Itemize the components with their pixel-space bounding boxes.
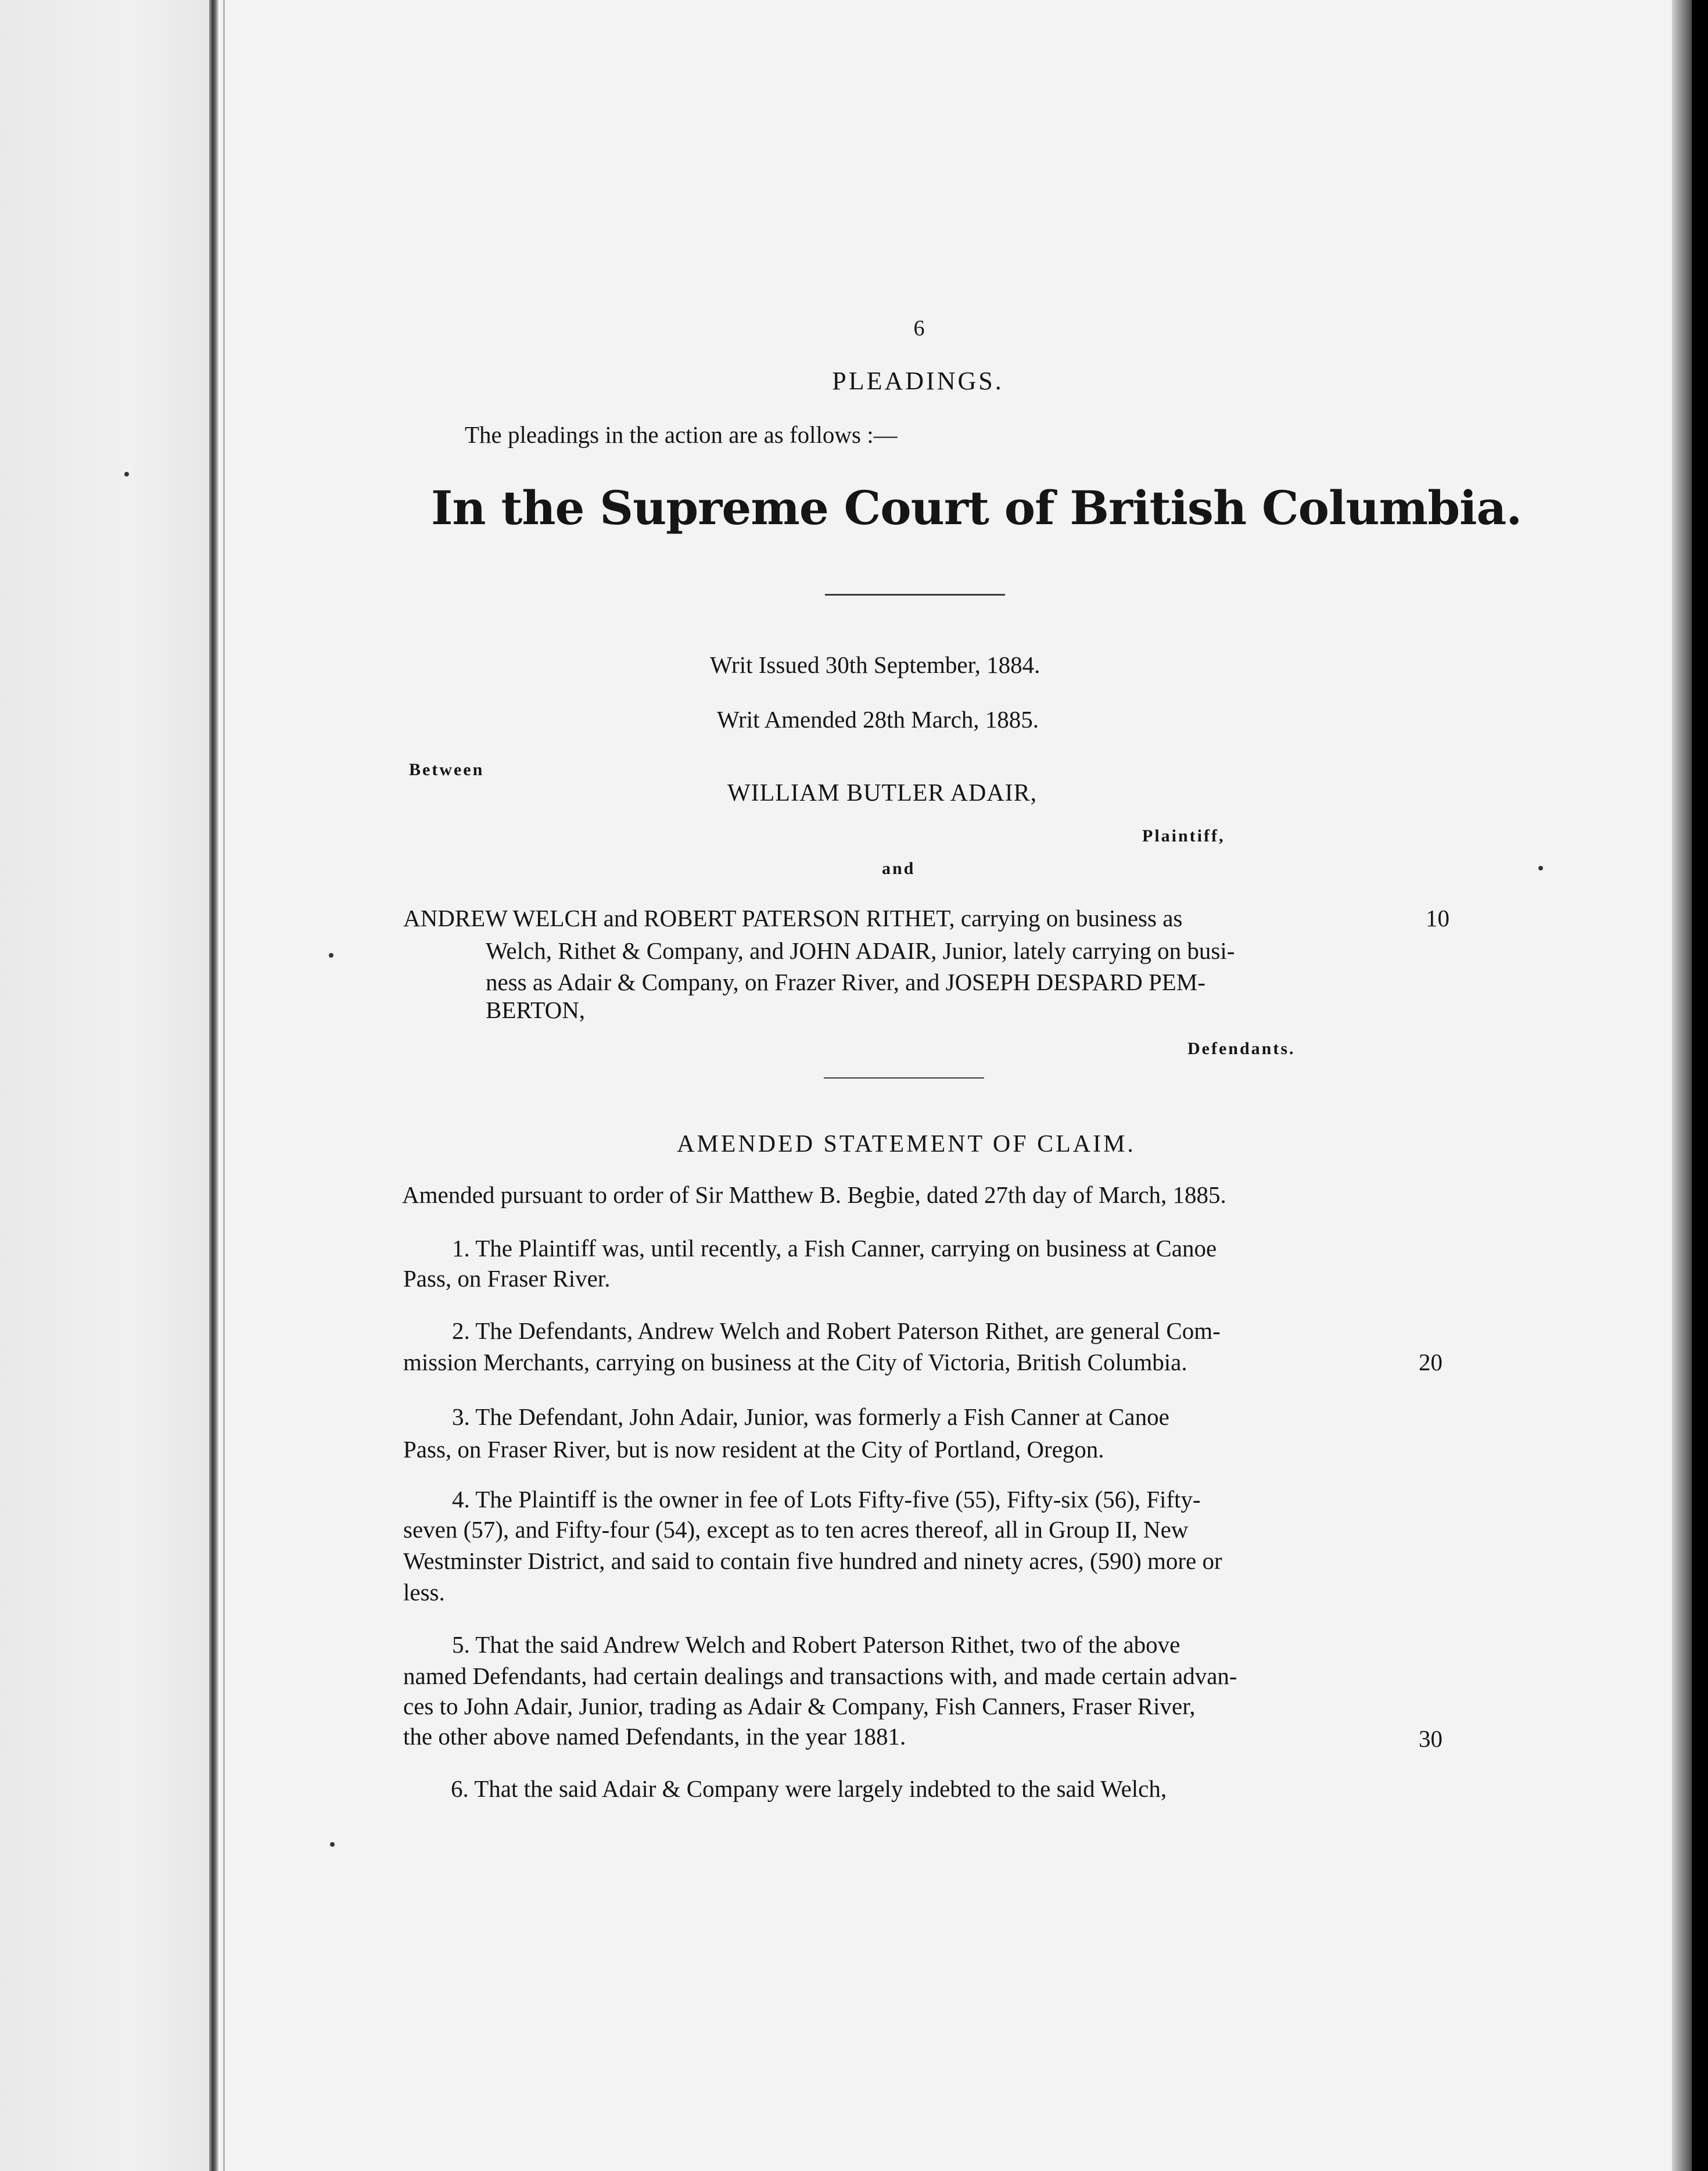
paragraph-line: mission Merchants, carrying on business at the City of Victoria, British Columbia. <box>403 1349 1187 1375</box>
paragraph-line: 3. The Defendant, John Adair, Junior, was formerly a Fish Canner at Canoe <box>452 1403 1169 1430</box>
paragraph-line: 5. That the said Andrew Welch and Robert Paterson Rithet, two of the above <box>452 1631 1180 1658</box>
scan-speck <box>1538 866 1543 870</box>
defendants-line: BERTON, <box>486 997 586 1023</box>
page-number: 6 <box>913 316 925 341</box>
writ-issued: Writ Issued 30th September, 1884. <box>710 651 1040 678</box>
scan-speck <box>330 1842 335 1847</box>
page-edge-line <box>223 0 225 2171</box>
defendants-label: Defendants. <box>1187 1039 1296 1058</box>
paragraph-line: 1. The Plaintiff was, until recently, a Fish Canner, carrying on business at Canoe <box>452 1235 1217 1262</box>
writ-amended: Writ Amended 28th March, 1885. <box>717 706 1039 733</box>
paragraph-line: 2. The Defendants, Andrew Welch and Robert Paterson Rithet, are general Com- <box>452 1317 1221 1344</box>
defendants-line: Welch, Rithet & Company, and JOHN ADAIR, Junior, lately carrying on busi- <box>486 937 1235 964</box>
margin-line-number: 20 <box>1419 1349 1443 1375</box>
margin-line-number: 10 <box>1426 905 1449 932</box>
between-label: Between <box>409 760 485 779</box>
right-page-shadow <box>1672 0 1692 2171</box>
paragraph-line: Westminster District, and said to contain five hundred and ninety acres, (590) more or <box>403 1547 1222 1574</box>
paragraph-line: Pass, on Fraser River. <box>403 1265 611 1292</box>
margin-line-number: 30 <box>1419 1725 1443 1752</box>
statement-heading: AMENDED STATEMENT OF CLAIM. <box>677 1131 1136 1158</box>
paragraph-line: the other above named Defendants, in the year 1881. <box>403 1723 906 1750</box>
binding-shadow <box>209 0 218 2171</box>
paragraph-line: seven (57), and Fifty-four (54), except as to ten acres thereof, all in Group II, New <box>403 1516 1189 1543</box>
intro-text: The pleadings in the action are as follows :— <box>465 421 898 448</box>
paragraph-line: ces to John Adair, Junior, trading as Adair & Company, Fish Canners, Fraser River, <box>403 1693 1196 1719</box>
paragraph-line: named Defendants, had certain dealings and transactions with, and made certain advan- <box>403 1663 1237 1689</box>
scan-speck <box>124 472 129 477</box>
divider-rule <box>825 594 1005 596</box>
scan-speck <box>329 953 333 958</box>
defendants-line: ANDREW WELCH and ROBERT PATERSON RITHET, carrying on business as <box>403 905 1183 932</box>
and-label: and <box>882 859 916 878</box>
scan-border <box>1692 0 1708 2171</box>
left-page-edge <box>0 0 216 2171</box>
paragraph-line: less. <box>403 1579 445 1606</box>
section-heading: PLEADINGS. <box>832 367 1004 395</box>
paragraph-line: Pass, on Fraser River, but is now resident at the City of Portland, Oregon. <box>403 1436 1104 1463</box>
amended-note: Amended pursuant to order of Sir Matthew B. Begbie, dated 27th day of March, 1885. <box>402 1181 1226 1208</box>
plaintiff-label: Plaintiff, <box>1142 826 1225 846</box>
paragraph-line: 4. The Plaintiff is the owner in fee of Lots Fifty-five (55), Fifty-six (56), Fifty- <box>452 1486 1201 1513</box>
plaintiff-name: WILLIAM BUTLER ADAIR, <box>727 780 1038 807</box>
defendants-line: ness as Adair & Company, on Frazer River, and JOSEPH DESPARD PEM- <box>486 969 1205 995</box>
paragraph-line: 6. That the said Adair & Company were largely indebted to the said Welch, <box>451 1775 1167 1802</box>
divider-rule <box>824 1077 984 1079</box>
court-title: In the Supreme Court of British Columbia. <box>431 481 1522 535</box>
